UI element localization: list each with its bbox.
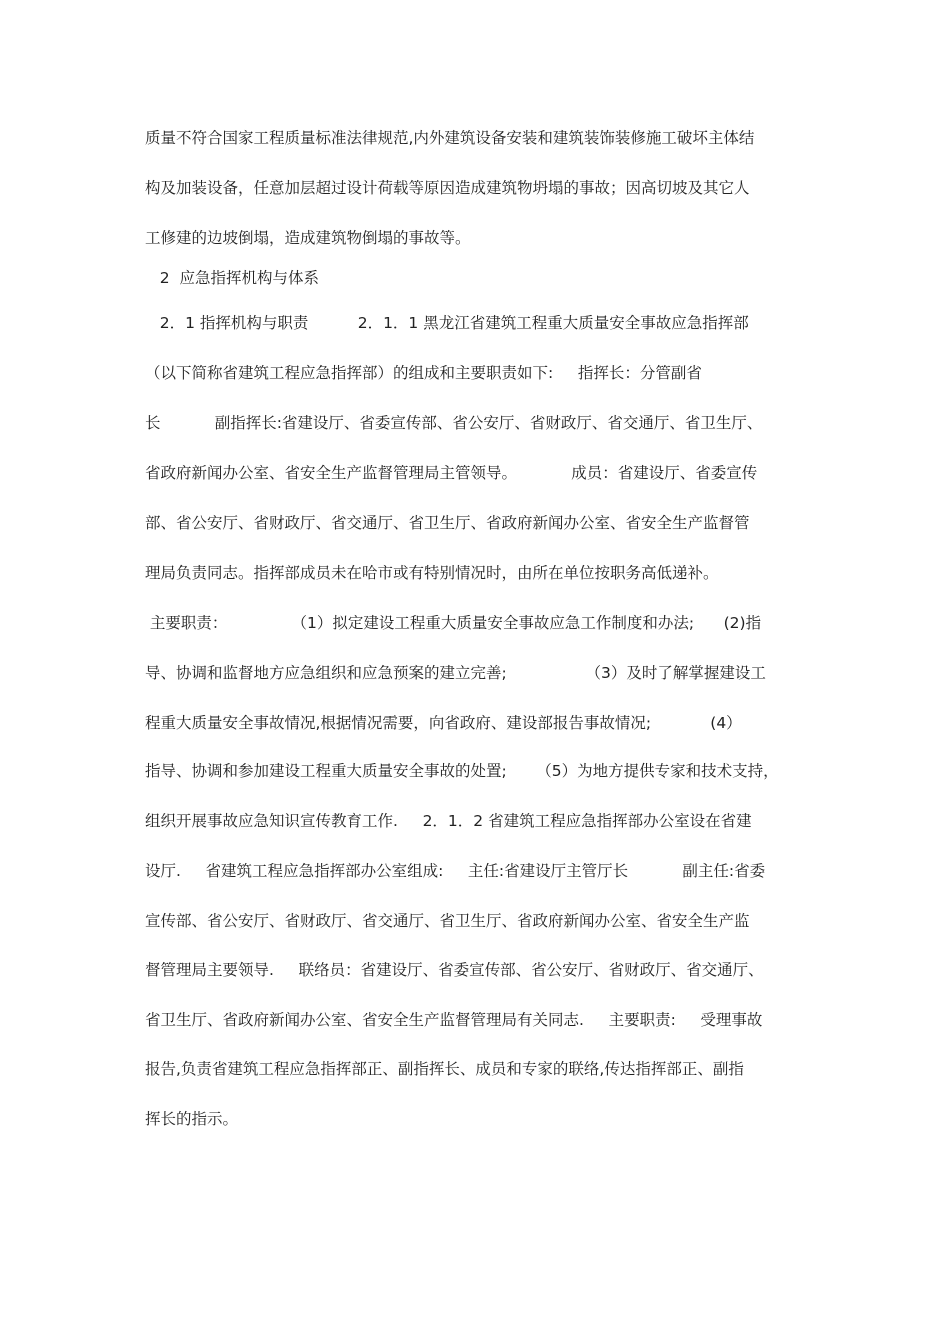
- text-line: 质量不符合国家工程质量标准法律规范,内外建筑设备安装和建筑装饰装修施工破坏主体结: [145, 129, 755, 147]
- text-line: 设厅. 省建筑工程应急指挥部办公室组成: 主任:省建设厅主管厅长 副主任:省委: [145, 862, 766, 880]
- text-line: 导、协调和监督地方应急组织和应急预案的建立完善; （3）及时了解掌握建设工: [145, 664, 766, 682]
- text-line: 2．1 指挥机构与职责 2．1．1 黑龙江省建筑工程重大质量安全事故应急指挥部: [145, 314, 749, 332]
- text-line: 组织开展事故应急知识宣传教育工作. 2．1．2 省建筑工程应急指挥部办公室设在省建: [145, 812, 752, 830]
- text-line: 督管理局主要领导. 联络员：省建设厅、省委宣传部、省公安厅、省财政厅、省交通厅、: [145, 961, 764, 979]
- text-line: 长 副指挥长:省建设厅、省委宣传部、省公安厅、省财政厅、省交通厅、省卫生厅、: [145, 414, 763, 432]
- text-line: 主要职责： （1）拟定建设工程重大质量安全事故应急工作制度和办法; (2)指: [145, 614, 762, 632]
- text-line: 报告,负责省建筑工程应急指挥部正、副指挥长、成员和专家的联络,传达指挥部正、副指: [145, 1060, 744, 1078]
- text-line: 宣传部、省公安厅、省财政厅、省交通厅、省卫生厅、省政府新闻办公室、省安全生产监: [145, 912, 750, 930]
- text-line: 理局负责同志。指挥部成员未在哈市或有特别情况时，由所在单位按职务高低递补。: [145, 564, 719, 582]
- section-heading: 2 应急指挥机构与体系: [145, 269, 319, 287]
- text-line: 挥长的指示。: [145, 1110, 239, 1128]
- text-line: 工修建的边坡倒塌，造成建筑物倒塌的事故等。: [145, 229, 471, 247]
- text-line: 指导、协调和参加建设工程重大质量安全事故的处置; （5）为地方提供专家和技术支持，: [145, 762, 779, 780]
- text-line: 省卫生厅、省政府新闻办公室、省安全生产监督管理局有关同志. 主要职责: 受理事故: [145, 1011, 763, 1029]
- text-line: 程重大质量安全事故情况,根据情况需要，向省政府、建设部报告事故情况; (4）: [145, 714, 742, 732]
- text-line: 构及加装设备，任意加层超过设计荷载等原因造成建筑物坍塌的事故；因高切坡及其它人: [145, 179, 750, 197]
- text-line: 部、省公安厅、省财政厅、省交通厅、省卫生厅、省政府新闻办公室、省安全生产监督管: [145, 514, 750, 532]
- text-line: （以下简称省建筑工程应急指挥部）的组成和主要职责如下: 指挥长：分管副省: [145, 364, 702, 382]
- text-line: 省政府新闻办公室、省安全生产监督管理局主管领导。 成员：省建设厅、省委宣传: [145, 464, 758, 482]
